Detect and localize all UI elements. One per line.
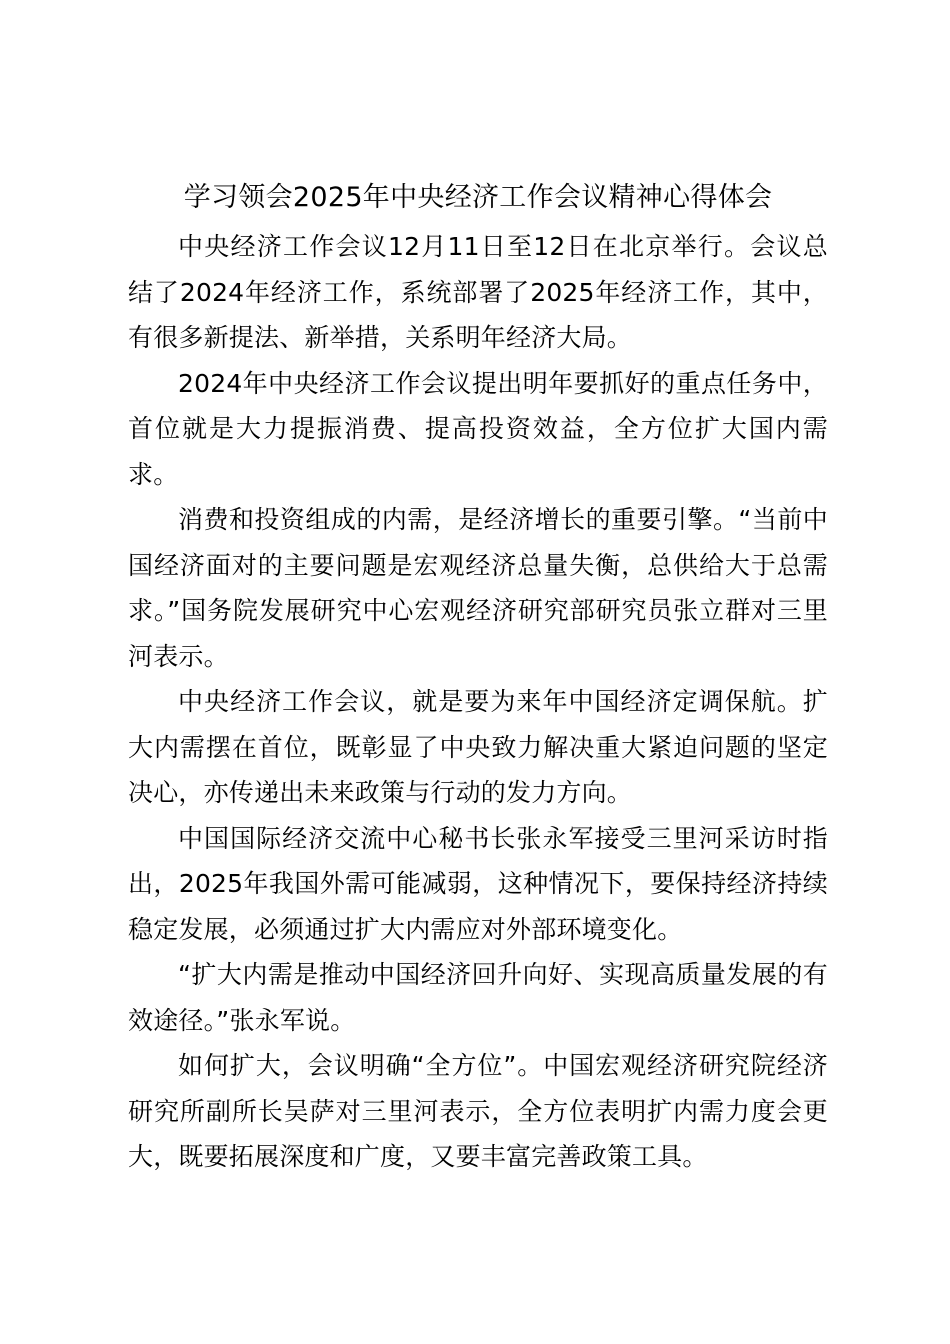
paragraph-4: 中央经济工作会议，就是要为来年中国经济定调保航。扩大内需摆在首位，既彰显了中央致力解决重大紧迫问题的坚定决心，亦传递出未来政策与行动的发力方向。: [128, 687, 828, 807]
paragraph-6: “扩大内需是推动中国经济回升向好、实现高质量发展的有效途径。”张永军说。: [128, 960, 828, 1035]
paragraph-1: 中央经济工作会议12月11日至12日在北京举行。会议总结了2024年经济工作，系统部署了2025年经济工作，其中，有很多新提法、新举措，关系明年经济大局。: [128, 232, 828, 352]
document-title: 学习领会2025年中央经济工作会议精神心得体会: [183, 182, 773, 213]
paragraph-3: 消费和投资组成的内需，是经济增长的重要引擎。“当前中国经济面对的主要问题是宏观经济总量失衡，总供给大于总需求。”国务院发展研究中心宏观经济研究部研究员张立群对三里河表示。: [128, 505, 828, 671]
paragraph-7: 如何扩大，会议明确“全方位”。中国宏观经济研究院经济研究所副所长吴萨对三里河表示，全方位表明扩内需力度会更大，既要拓展深度和广度，又要丰富完善政策工具。: [128, 1051, 828, 1171]
paragraph-5: 中国国际经济交流中心秘书长张永军接受三里河采访时指出，2025年我国外需可能减弱，这种情况下，要保持经济持续稳定发展，必须通过扩大内需应对外部环境变化。: [128, 823, 828, 944]
document-body: [128, 224, 828, 1180]
paragraph-2: 2024年中央经济工作会议提出明年要抓好的重点任务中，首位就是大力提振消费、提高投资效益，全方位扩大国内需求。: [128, 368, 828, 489]
